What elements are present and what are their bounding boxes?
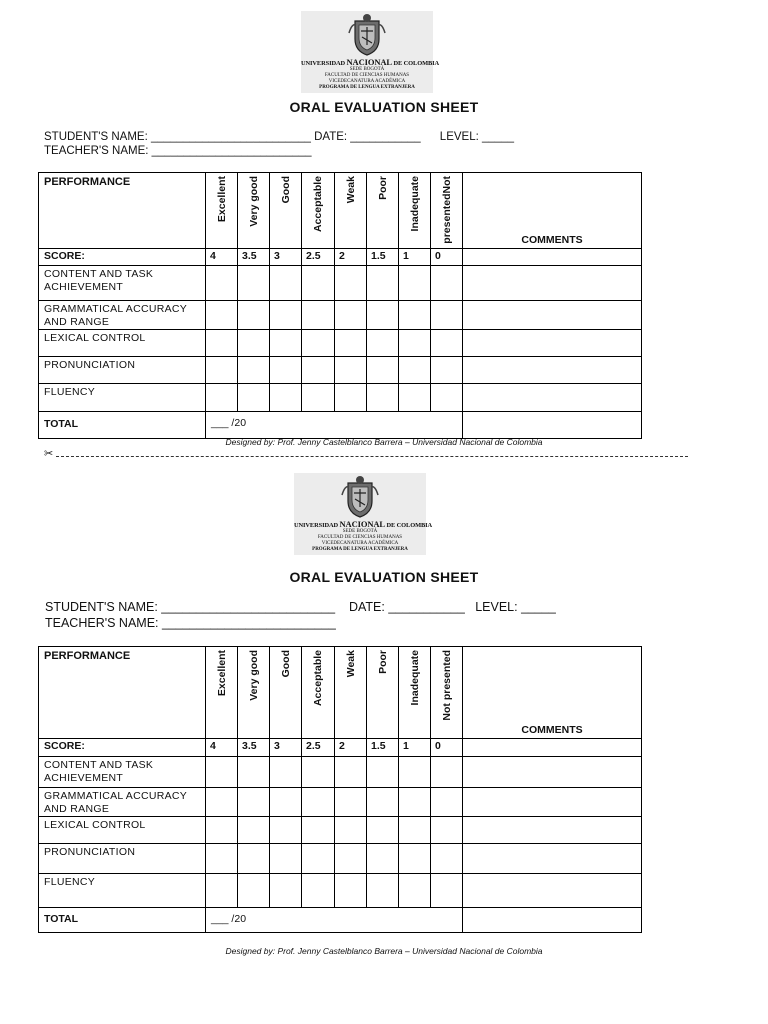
score-value: 1.5 xyxy=(367,739,399,757)
score-label: SCORE: xyxy=(39,249,206,266)
rating-cell[interactable] xyxy=(206,330,238,357)
rating-cell[interactable] xyxy=(302,330,335,357)
rating-cell[interactable] xyxy=(431,757,463,788)
rating-cell[interactable] xyxy=(302,301,335,330)
rating-cell[interactable] xyxy=(270,301,302,330)
sheet-title: ORAL EVALUATION SHEET xyxy=(289,99,479,115)
evaluation-table xyxy=(38,646,642,933)
rating-cell[interactable] xyxy=(206,384,238,412)
rating-cell[interactable] xyxy=(399,266,431,301)
rating-header-excellent: Excellent xyxy=(206,647,238,739)
comment-cell[interactable] xyxy=(463,757,642,788)
rating-cell[interactable] xyxy=(431,266,463,301)
rating-cell[interactable] xyxy=(238,301,270,330)
rating-cell[interactable] xyxy=(335,266,367,301)
comment-cell[interactable] xyxy=(463,739,642,757)
logo-vice: VICEDECANATURA ACADÉMICA xyxy=(321,541,399,546)
comment-cell[interactable] xyxy=(463,874,642,908)
rating-header-poor: Poor xyxy=(367,173,399,249)
score-row xyxy=(39,739,642,757)
header-row xyxy=(39,173,642,249)
total-value[interactable]: ___ /20 xyxy=(206,412,463,439)
rating-cell[interactable] xyxy=(431,874,463,908)
logo-sede: SEDE BOGOTÁ xyxy=(342,529,378,534)
rating-header-not-presented: Not presented xyxy=(431,647,463,739)
rating-cell[interactable] xyxy=(335,330,367,357)
teacher-name-line[interactable]: TEACHER'S NAME: _________________________ xyxy=(44,145,312,157)
total-row xyxy=(39,412,642,439)
total-label: TOTAL xyxy=(39,412,206,439)
rating-cell[interactable] xyxy=(270,357,302,384)
rating-cell[interactable] xyxy=(399,384,431,412)
rating-cell[interactable] xyxy=(206,817,238,844)
rating-header-acceptable: Acceptable xyxy=(302,173,335,249)
rating-header-very-good: Very good xyxy=(238,647,270,739)
criterion-row xyxy=(39,301,642,330)
total-value[interactable]: ___ /20 xyxy=(206,908,463,933)
comment-cell[interactable] xyxy=(463,266,642,301)
rating-cell[interactable] xyxy=(206,844,238,874)
comment-cell[interactable] xyxy=(463,788,642,817)
rating-cell[interactable] xyxy=(367,266,399,301)
rating-cell[interactable] xyxy=(367,874,399,908)
rating-cell[interactable] xyxy=(431,330,463,357)
rating-header-good: Good xyxy=(270,173,302,249)
dashed-divider xyxy=(56,456,688,457)
university-logo xyxy=(294,473,433,555)
logo-program: PROGRAMA DE LENGUA EXTRANJERA xyxy=(319,85,415,90)
rating-cell[interactable] xyxy=(238,357,270,384)
rating-header-poor: Poor xyxy=(367,647,399,739)
criterion-row xyxy=(39,817,642,844)
score-value: 3 xyxy=(270,249,302,266)
criterion-row xyxy=(39,330,642,357)
criterion-row xyxy=(39,844,642,874)
university-crest-icon xyxy=(347,13,387,57)
criterion-label: PRONUNCIATION xyxy=(39,357,206,384)
rating-cell[interactable] xyxy=(302,357,335,384)
logo-program: PROGRAMA DE LENGUA EXTRANJERA xyxy=(312,547,408,552)
criterion-row xyxy=(39,788,642,817)
criterion-label: LEXICAL CONTROL xyxy=(39,330,206,357)
rating-cell[interactable] xyxy=(431,844,463,874)
rating-cell[interactable] xyxy=(431,301,463,330)
rating-cell[interactable] xyxy=(367,757,399,788)
comment-cell[interactable] xyxy=(463,249,642,266)
rating-cell[interactable] xyxy=(206,301,238,330)
rating-cell[interactable] xyxy=(270,874,302,908)
logo-faculty: FACULTAD DE CIENCIAS HUMANAS xyxy=(317,535,403,540)
rating-cell[interactable] xyxy=(399,357,431,384)
rating-cell[interactable] xyxy=(206,788,238,817)
rating-cell[interactable] xyxy=(335,817,367,844)
rating-header-not-presented: presentedNot xyxy=(431,173,463,249)
teacher-name-line[interactable]: TEACHER'S NAME: _________________________ xyxy=(45,616,336,630)
score-value: 2 xyxy=(335,739,367,757)
rating-cell[interactable] xyxy=(302,384,335,412)
rating-cell[interactable] xyxy=(335,788,367,817)
score-value: 3.5 xyxy=(238,249,270,266)
comments-header: COMMENTS xyxy=(463,173,642,249)
comment-cell[interactable] xyxy=(463,844,642,874)
rating-cell[interactable] xyxy=(302,788,335,817)
university-name: UNIVERSIDAD NACIONAL DE COLOMBIA xyxy=(294,519,433,529)
score-value: 4 xyxy=(206,739,238,757)
rating-cell[interactable] xyxy=(270,757,302,788)
sheet-title: ORAL EVALUATION SHEET xyxy=(289,569,479,585)
student-name-line[interactable]: STUDENT'S NAME: _________________________ DATE: ___________ LEVEL: _____ xyxy=(44,131,514,143)
rating-cell[interactable] xyxy=(335,757,367,788)
comment-cell[interactable] xyxy=(463,357,642,384)
rating-cell[interactable] xyxy=(399,301,431,330)
rating-cell[interactable] xyxy=(335,874,367,908)
score-row xyxy=(39,249,642,266)
rating-cell[interactable] xyxy=(238,817,270,844)
score-value: 2.5 xyxy=(302,249,335,266)
rating-header-excellent: Excellent xyxy=(206,173,238,249)
criterion-label: PRONUNCIATION xyxy=(39,844,206,874)
rating-cell[interactable] xyxy=(238,788,270,817)
rating-cell[interactable] xyxy=(302,874,335,908)
rating-cell[interactable] xyxy=(367,357,399,384)
university-name: UNIVERSIDAD NACIONAL DE COLOMBIA xyxy=(301,57,440,67)
rating-cell[interactable] xyxy=(206,357,238,384)
logo-vice: VICEDECANATURA ACADÉMICA xyxy=(328,79,406,84)
rating-cell[interactable] xyxy=(335,384,367,412)
rating-cell[interactable] xyxy=(270,330,302,357)
rating-cell[interactable] xyxy=(238,266,270,301)
total-label: TOTAL xyxy=(39,908,206,933)
score-value: 1 xyxy=(399,739,431,757)
rating-header-weak: Weak xyxy=(335,647,367,739)
criterion-row xyxy=(39,384,642,412)
rating-cell[interactable] xyxy=(367,301,399,330)
rating-cell[interactable] xyxy=(399,788,431,817)
score-value: 4 xyxy=(206,249,238,266)
score-value: 2 xyxy=(335,249,367,266)
logo-sede: SEDE BOGOTÁ xyxy=(349,67,385,72)
rating-cell[interactable] xyxy=(238,844,270,874)
rating-cell[interactable] xyxy=(367,330,399,357)
criterion-label: CONTENT AND TASK ACHIEVEMENT xyxy=(39,757,206,788)
score-value: 0 xyxy=(431,249,463,266)
student-name-line[interactable]: STUDENT'S NAME: _________________________ DATE: ___________ LEVEL: _____ xyxy=(45,600,556,614)
cut-line xyxy=(44,448,688,461)
rating-cell[interactable] xyxy=(206,874,238,908)
header-row xyxy=(39,647,642,739)
comment-cell[interactable] xyxy=(463,412,642,439)
rating-cell[interactable] xyxy=(399,757,431,788)
rating-cell[interactable] xyxy=(335,844,367,874)
rating-cell[interactable] xyxy=(335,301,367,330)
criterion-row xyxy=(39,357,642,384)
rating-cell[interactable] xyxy=(399,330,431,357)
rating-cell[interactable] xyxy=(238,384,270,412)
rating-cell[interactable] xyxy=(238,330,270,357)
rating-cell[interactable] xyxy=(367,788,399,817)
criterion-label: GRAMMATICAL ACCURACY AND RANGE xyxy=(39,788,206,817)
rating-cell[interactable] xyxy=(399,817,431,844)
rating-header-good: Good xyxy=(270,647,302,739)
evaluation-table xyxy=(38,172,642,439)
comments-header: COMMENTS xyxy=(463,647,642,739)
comment-cell[interactable] xyxy=(463,908,642,933)
criterion-label: FLUENCY xyxy=(39,384,206,412)
rating-cell[interactable] xyxy=(206,266,238,301)
score-value: 1 xyxy=(399,249,431,266)
rating-cell[interactable] xyxy=(431,357,463,384)
logo-faculty: FACULTAD DE CIENCIAS HUMANAS xyxy=(324,73,410,78)
rating-cell[interactable] xyxy=(367,384,399,412)
designer-credit: Designed by: Prof. Jenny Castelblanco Barrera – Universidad Nacional de Colombia xyxy=(225,437,543,447)
university-crest-icon xyxy=(340,475,380,519)
criterion-row xyxy=(39,757,642,788)
score-value: 0 xyxy=(431,739,463,757)
criterion-row xyxy=(39,874,642,908)
criterion-label: GRAMMATICAL ACCURACY AND RANGE xyxy=(39,301,206,330)
rating-header-inadequate: Inadequate xyxy=(399,173,431,249)
comment-cell[interactable] xyxy=(463,384,642,412)
rating-cell[interactable] xyxy=(270,817,302,844)
comment-cell[interactable] xyxy=(463,301,642,330)
rating-cell[interactable] xyxy=(367,817,399,844)
rating-cell[interactable] xyxy=(367,844,399,874)
rating-header-very-good: Very good xyxy=(238,173,270,249)
score-value: 3.5 xyxy=(238,739,270,757)
rating-cell[interactable] xyxy=(270,266,302,301)
rating-cell[interactable] xyxy=(399,874,431,908)
total-row xyxy=(39,908,642,933)
scissors-icon: ✂ xyxy=(44,448,54,460)
rating-header-acceptable: Acceptable xyxy=(302,647,335,739)
score-value: 3 xyxy=(270,739,302,757)
rating-cell[interactable] xyxy=(270,384,302,412)
rating-cell[interactable] xyxy=(335,357,367,384)
designer-credit: Designed by: Prof. Jenny Castelblanco Barrera – Universidad Nacional de Colombia xyxy=(225,946,543,956)
criterion-label: FLUENCY xyxy=(39,874,206,908)
rating-cell[interactable] xyxy=(302,844,335,874)
comment-cell[interactable] xyxy=(463,817,642,844)
rating-cell[interactable] xyxy=(238,874,270,908)
rating-cell[interactable] xyxy=(431,384,463,412)
university-logo xyxy=(301,11,440,93)
performance-header: PERFORMANCE xyxy=(39,647,206,739)
rating-cell[interactable] xyxy=(206,757,238,788)
rating-cell[interactable] xyxy=(431,788,463,817)
rating-cell[interactable] xyxy=(302,266,335,301)
rating-cell[interactable] xyxy=(399,844,431,874)
rating-cell[interactable] xyxy=(238,757,270,788)
criterion-label: LEXICAL CONTROL xyxy=(39,817,206,844)
comment-cell[interactable] xyxy=(463,330,642,357)
score-value: 2.5 xyxy=(302,739,335,757)
rating-cell[interactable] xyxy=(431,817,463,844)
score-label: SCORE: xyxy=(39,739,206,757)
rating-cell[interactable] xyxy=(302,817,335,844)
criterion-label: CONTENT AND TASK ACHIEVEMENT xyxy=(39,266,206,301)
rating-header-weak: Weak xyxy=(335,173,367,249)
rating-header-inadequate: Inadequate xyxy=(399,647,431,739)
score-value: 1.5 xyxy=(367,249,399,266)
rating-cell[interactable] xyxy=(270,844,302,874)
criterion-row xyxy=(39,266,642,301)
rating-cell[interactable] xyxy=(302,757,335,788)
performance-header: PERFORMANCE xyxy=(39,173,206,249)
rating-cell[interactable] xyxy=(270,788,302,817)
